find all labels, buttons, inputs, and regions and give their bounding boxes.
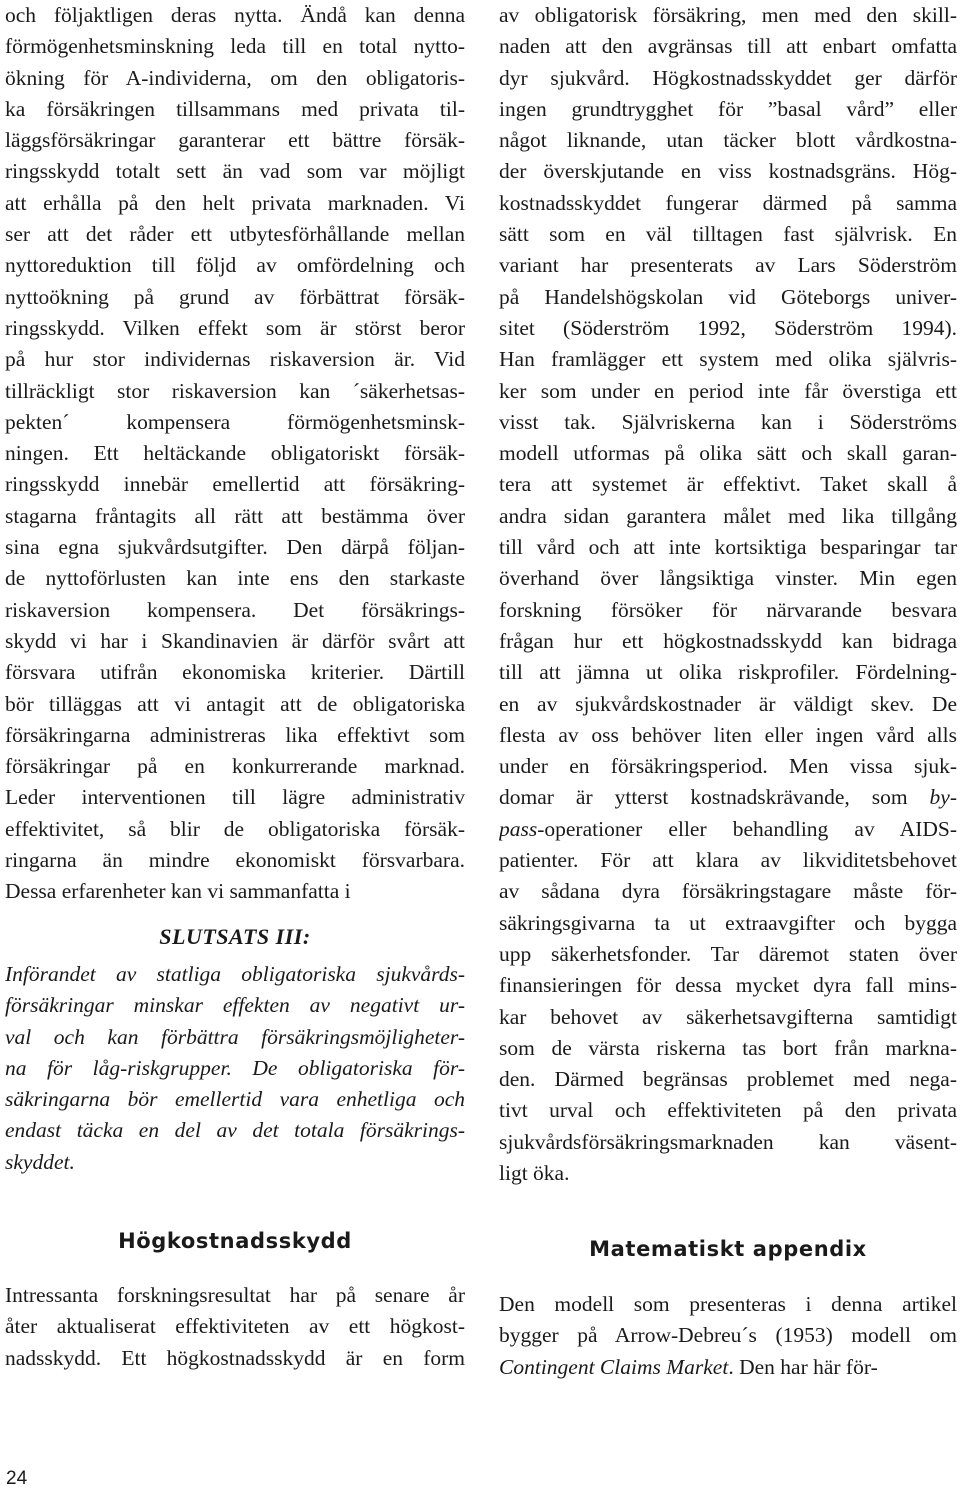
text-line: na för låg-riskgrupper. De obligatoriska för-	[5, 1055, 465, 1080]
text-line: ökning för A-individerna, om den obligatoris-	[5, 65, 465, 90]
text-line: ingen grundtrygghet för ”basal vård” eller	[499, 96, 957, 121]
text-line: Införandet av statliga obligatoriska sjukvårds-	[5, 961, 465, 986]
text-line: variant har presenterats av Lars Söderström	[499, 253, 957, 278]
appendix-line	[499, 1352, 957, 1383]
text-line: endast täcka en del av det totala försäkrings-	[5, 1118, 465, 1143]
section-body-appendix	[499, 1289, 957, 1383]
right-paragraph	[499, 0, 957, 1189]
text-line: ringsskydd innebär emellertid att försäkring-	[5, 472, 465, 497]
text-line: den. Därmed begränsas problemet med nega-	[499, 1067, 957, 1092]
text-line: säkringsgivarna ta ut extraavgifter och bygga	[499, 910, 957, 935]
text-line: på Handelshögskolan vid Göteborgs univer-	[499, 284, 957, 309]
section-heading-appendix: Matematiskt appendix	[589, 1237, 867, 1261]
text-line: nyttoreduktion till följd av omfördelning och	[5, 253, 465, 278]
text-line: försäkringar på en konkurrerande marknad.	[5, 754, 465, 779]
text-line: andra sidan garantera målet med lika tillgång	[499, 503, 957, 528]
text-line: val och kan förbättra försäkringsmöjligheter-	[5, 1024, 465, 1049]
text-line: sjukvårdsförsäkringsmarknaden kan väsent-	[499, 1129, 957, 1154]
text-line: dyr sjukvård. Högkostnadsskyddet ger därför	[499, 65, 957, 90]
text-line: som de värsta riskerna tas bort från markna-	[499, 1035, 957, 1060]
conclusion-text	[5, 959, 465, 1178]
page-number: 24	[6, 1468, 28, 1489]
text-line: visst tak. Självriskerna kan i Söderströms	[499, 409, 957, 434]
text-line: ringsskydd. Vilken effekt som är störst beror	[5, 315, 465, 340]
left-column	[5, 0, 465, 1178]
text-line: effektivitet, så blir de obligatoriska försäk-	[5, 816, 465, 841]
text-line: forskning försöker för närvarande besvara	[499, 597, 957, 622]
text-line: ker som under en period inte får överstiga ett	[499, 378, 957, 403]
appendix-line: Den modell som presenteras i denna artikel	[499, 1292, 957, 1316]
text-line: ser att det råder ett utbytesförhållande mellan	[5, 222, 465, 247]
text-line: kostnadsskyddet fungerar därmed på samma	[499, 190, 957, 215]
text-line: pass-operationer eller behandling av AIDS-	[499, 816, 957, 841]
text-line: ka försäkringen tillsammans med privata til-	[5, 96, 465, 121]
text-line: patienter. För att klara av likviditetsbehovet	[499, 848, 957, 873]
text-line: pekten´ kompensera förmögenhetsminsk-	[5, 409, 465, 434]
text-line: till vård och att inte kortsiktiga besparingar tar	[499, 535, 957, 560]
text-line: tivt urval och effektiviteten på den privata	[499, 1098, 957, 1123]
italic-fragment: by-	[929, 785, 957, 810]
text-line: finansieringen för dessa mycket dyra fall mins-	[499, 973, 957, 998]
text-line: stagarna fråntagits all rätt att bestämma över	[5, 503, 465, 528]
text-line: av sådana dyra försäkringstagare måste för-	[499, 879, 957, 904]
text-line: under en försäkringsperiod. Men vissa sjuk-	[499, 754, 957, 779]
italic-fragment: pass	[499, 816, 538, 841]
text-line: Intressanta forskningsresultat har på senare år	[5, 1283, 465, 1307]
text-line: ringsskydd totalt sett än vad som var möjligt	[5, 159, 465, 184]
text-line: överhand över långsiktiga vinster. Min egen	[499, 566, 957, 591]
text-line: ningen. Ett heltäckande obligatoriskt försäk-	[5, 441, 465, 466]
text-line: skyddet.	[5, 1149, 75, 1174]
text-line: bör tilläggas att vi antagit att de obligatoriska	[5, 691, 465, 716]
text-line: till att jämna ut olika riskprofiler. Fördelning-	[499, 660, 957, 685]
text-line: domar är ytterst kostnadskrävande, som by-	[499, 785, 957, 810]
section-body-hogkostnadsskydd	[5, 1280, 465, 1374]
text-line: de nyttoförlusten kan inte ens den starkaste	[5, 566, 465, 591]
text-line: nyttoökning på grund av förbättrat försäk-	[5, 284, 465, 309]
text-line: Leder interventionen till lägre administrativ	[5, 785, 465, 810]
text-line: kar behovet av säkerhetsavgifterna samtidigt	[499, 1004, 957, 1029]
text-line: Dessa erfarenheter kan vi sammanfatta i	[5, 879, 351, 904]
text-line: försäkringarna administreras lika effektivt som	[5, 722, 465, 747]
text-line: tillräckligt stor riskaversion kan ´säkerhetsas-	[5, 378, 465, 403]
text-line: av obligatorisk försäkring, men med den skill-	[499, 3, 957, 27]
section-heading-hogkostnadsskydd: Högkostnadsskydd	[118, 1229, 352, 1253]
text-line: ligt öka.	[499, 1160, 570, 1185]
text-line: frågan hur ett högkostnadsskydd kan bidraga	[499, 628, 957, 653]
text-line: skydd vi har i Skandinavien är därför svårt att	[5, 628, 465, 653]
text-line: att erhålla på den helt privata marknaden. Vi	[5, 190, 465, 215]
text-line: ringarna än mindre ekonomiskt försvarbara.	[5, 848, 465, 873]
appendix-line-tail: . Den har här för-	[728, 1354, 878, 1379]
text-line: förmögenhetsminskning leda till en total nytto-	[5, 34, 465, 59]
text-line: naden att den avgränsas till att enbart omfatta	[499, 34, 957, 59]
text-line: sitet (Söderström 1992, Söderström 1994).	[499, 315, 957, 340]
text-line: något liknande, utan täcker blott vårdkostna-	[499, 128, 957, 153]
text-line: försäkringar minskar effekten av negativt ur-	[5, 993, 465, 1018]
text-line: sätt som en väl tilltagen fast självrisk. En	[499, 222, 957, 247]
text-line: flesta av oss behöver liten eller ingen vård alls	[499, 722, 957, 747]
text-line: och följaktligen deras nytta. Ändå kan denna	[5, 3, 465, 27]
text-line: sina egna sjukvårdsutgifter. Den därpå följan-	[5, 535, 465, 560]
text-line: på hur stor individernas riskaversion är. Vid	[5, 347, 465, 372]
text-line: riskaversion kompensera. Det försäkrings-	[5, 597, 465, 622]
right-column	[499, 0, 957, 1189]
appendix-italic-term: Contingent Claims Market	[499, 1354, 729, 1379]
text-line: en av sjukvårdskostnader är väldigt skev. De	[499, 691, 957, 716]
text-line: modell utformas på olika sätt och skall garan-	[499, 441, 957, 466]
text-line: nadsskydd. Ett högkostnadsskydd är en form	[5, 1345, 465, 1370]
text-line: tera att systemet är effektivt. Taket skall å	[499, 472, 957, 497]
text-line: åter aktualiserat effektiviteten av ett högkost-	[5, 1314, 465, 1339]
appendix-line: bygger på Arrow-Debreu´s (1953) modell om	[499, 1323, 957, 1348]
text-line: säkringarna bör emellertid vara enhetliga och	[5, 1087, 465, 1112]
text-line: försvara utifrån ekonomiska kriterier. Därtill	[5, 660, 465, 685]
text-line: der överskjutande en viss kostnadsgräns. Hög-	[499, 159, 957, 184]
text-line: upp säkerhetsfonder. Tar däremot staten över	[499, 941, 957, 966]
left-paragraph	[5, 0, 465, 908]
text-line: Han framlägger ett system med olika självris-	[499, 347, 957, 372]
text-line: läggsförsäkringar garanterar ett bättre försäk-	[5, 128, 465, 153]
conclusion-heading: SLUTSATS III:	[159, 923, 311, 949]
